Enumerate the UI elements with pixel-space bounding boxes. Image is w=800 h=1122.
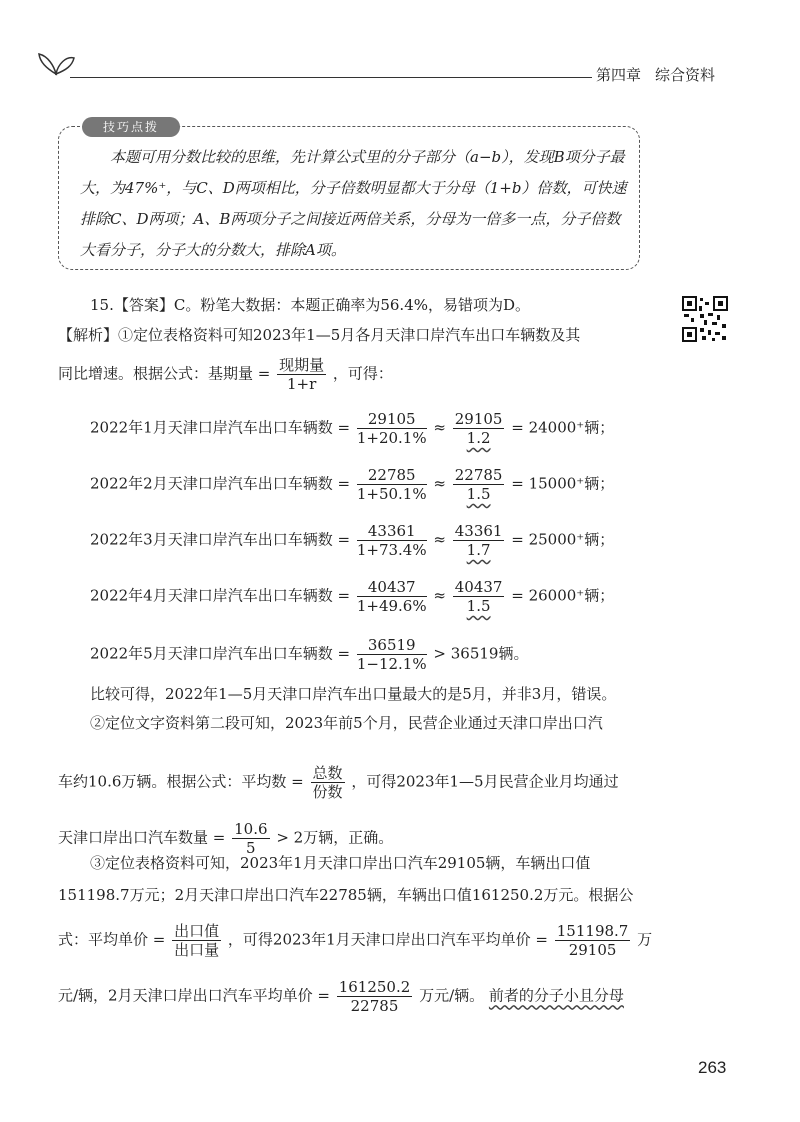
- calc-result: = 25000⁺辆；: [511, 530, 615, 549]
- calc-result: = 15000⁺辆；: [511, 474, 615, 493]
- fraction-denominator: 1+r: [286, 375, 317, 393]
- calc-row-label: 2022年2月天津口岸汽车出口车辆数 =: [90, 474, 351, 493]
- calc-row-mar: [90, 522, 614, 559]
- fraction-numerator: 40437: [454, 578, 503, 596]
- feb-unit-price-fraction: [337, 978, 413, 1015]
- analysis-intro: 【解析】①定位表格资料可知2023年1—5月各月天津口岸汽车出口车辆数及其: [58, 326, 581, 344]
- fraction-numerator: 10.6: [234, 820, 268, 838]
- fraction-denominator: 1.2: [466, 429, 491, 447]
- approx-sign: ≈: [433, 474, 446, 493]
- fraction-denominator: 1+73.4%: [356, 541, 427, 559]
- jan-unit-price-fraction: [555, 922, 631, 959]
- fraction-denominator: 1+50.1%: [356, 485, 427, 503]
- fraction-denominator: 1−12.1%: [356, 655, 427, 673]
- fraction-denominator: 1.7: [466, 541, 491, 559]
- fraction-numerator: 36519: [357, 636, 427, 655]
- calc-fraction-approx: [453, 522, 505, 559]
- header-rule: [70, 77, 592, 78]
- fraction-numerator: 29105: [357, 410, 427, 429]
- fraction-numerator: 151198.7: [556, 922, 629, 940]
- average-formula-fraction: [311, 764, 345, 801]
- calc-row-label: 2022年3月天津口岸汽车出口车辆数 =: [90, 530, 351, 549]
- calc-fraction: [357, 578, 427, 615]
- fraction-numerator: 现期量: [279, 356, 325, 374]
- analysis-three-a: ③定位表格资料可知，2023年1月天津口岸出口汽车29105辆，车辆出口值: [90, 854, 591, 872]
- fraction-numerator: 22785: [357, 466, 427, 485]
- calc-result: = 24000⁺辆；: [511, 418, 615, 437]
- chapter-heading: [596, 64, 715, 85]
- fraction-denominator: 5: [246, 839, 256, 857]
- unit-text: 万: [637, 930, 653, 949]
- leaf-icon: [36, 50, 76, 76]
- unit-price-formula-fraction: [172, 922, 221, 959]
- calc-row-apr: [90, 578, 614, 615]
- analysis-three-d: [58, 978, 624, 1015]
- chapter-number: 第四章: [596, 67, 642, 84]
- analysis-two-b: [58, 764, 619, 801]
- calc-fraction: [357, 636, 427, 673]
- fraction-denominator: 29105: [568, 941, 617, 959]
- calc-fraction-approx: [453, 578, 505, 615]
- calc-fraction-approx: [453, 466, 505, 503]
- approx-sign: ≈: [433, 418, 446, 437]
- unit-text: 万元/辆。: [419, 986, 485, 1005]
- calc-row-jan: [90, 410, 614, 447]
- page-number: 263: [698, 1058, 727, 1077]
- formula-base-tail: ，可得：: [332, 364, 393, 383]
- fraction-denominator: 22785: [350, 997, 399, 1015]
- analysis-two-a: ②定位文字资料第二段可知，2023年前5个月，民营企业通过天津口岸出口汽: [90, 714, 603, 732]
- calc-fraction-approx: [453, 410, 505, 447]
- fraction-denominator: 1+49.6%: [356, 597, 427, 615]
- analysis-three-text: ，可得2023年1月天津口岸出口汽车平均单价 =: [227, 930, 548, 949]
- approx-sign: ≈: [433, 530, 446, 549]
- formula-base-line: [58, 356, 393, 393]
- fraction-denominator: 份数: [312, 783, 343, 801]
- fraction-numerator: 161250.2: [338, 978, 411, 996]
- fraction-denominator: 1.5: [466, 485, 491, 503]
- analysis-two-text: 车约10.6万辆。根据公式：平均数 =: [58, 772, 304, 791]
- highlighted-text: 前者的分子小且分母: [488, 986, 624, 1005]
- answer-line: 15.【答案】C。粉笔大数据：本题正确率为56.4%，易错项为D。: [90, 296, 531, 314]
- fraction-denominator: 出口量: [174, 941, 220, 959]
- approx-sign: ≈: [433, 586, 446, 605]
- calc-row-label: 2022年5月天津口岸汽车出口车辆数 =: [90, 644, 351, 663]
- calc-fraction: [357, 466, 427, 503]
- calc-fraction: [357, 410, 427, 447]
- calc-fraction: [357, 522, 427, 559]
- formula-base-text: 同比增速。根据公式：基期量 =: [58, 364, 271, 383]
- fraction-numerator: 出口值: [174, 922, 220, 940]
- compare-conclusion: 比较可得，2022年1—5月天津口岸汽车出口量最大的是5月，并非3月，错误。: [90, 685, 617, 703]
- fraction-numerator: 22785: [454, 466, 503, 484]
- formula-base-fraction: [277, 356, 326, 393]
- qr-code-icon: [682, 296, 728, 342]
- calc-result: = 26000⁺辆；: [511, 586, 615, 605]
- analysis-three-text: 式：平均单价 =: [58, 930, 166, 949]
- calc-result: > 36519辆。: [433, 644, 529, 663]
- calc-row-may: [90, 636, 528, 673]
- analysis-three-text: 元/辆，2月天津口岸出口汽车平均单价 =: [58, 986, 330, 1005]
- fraction-numerator: 29105: [454, 410, 503, 428]
- fraction-numerator: 40437: [357, 578, 427, 597]
- tip-text: 本题可用分数比较的思维，先计算公式里的分子部分（a−b），发现B项分子最大，为47%⁺，与C、D两项相比，分子倍数明显都大于分母（1+b）倍数，可快速排除C、D两项；A、B两项分子之间接近两倍关系，分母为一倍多一点，分子倍数大看分子，分子大的分数大，排除A项。: [80, 148, 627, 259]
- calc-row-feb: [90, 466, 614, 503]
- fraction-numerator: 43361: [454, 522, 503, 540]
- analysis-two-text: 天津口岸出口汽车数量 =: [58, 828, 226, 847]
- fraction-denominator: 1+20.1%: [356, 429, 427, 447]
- calc-row-label: 2022年4月天津口岸汽车出口车辆数 =: [90, 586, 351, 605]
- analysis-two-result: > 2万辆，正确。: [276, 828, 394, 847]
- fraction-denominator: 1.5: [466, 597, 491, 615]
- analysis-three-c: [58, 922, 652, 959]
- fraction-numerator: 43361: [357, 522, 427, 541]
- analysis-three-b: 151198.7万元；2月天津口岸出口汽车22785辆，车辆出口值161250.2万元。根据公: [58, 886, 634, 904]
- tip-label: 技巧点拨: [82, 117, 180, 137]
- calc-row-label: 2022年1月天津口岸汽车出口车辆数 =: [90, 418, 351, 437]
- chapter-title: 综合资料: [655, 67, 716, 84]
- fraction-numerator: 总数: [312, 764, 343, 782]
- analysis-two-tail: ，可得2023年1—5月民营企业月均通过: [351, 772, 619, 791]
